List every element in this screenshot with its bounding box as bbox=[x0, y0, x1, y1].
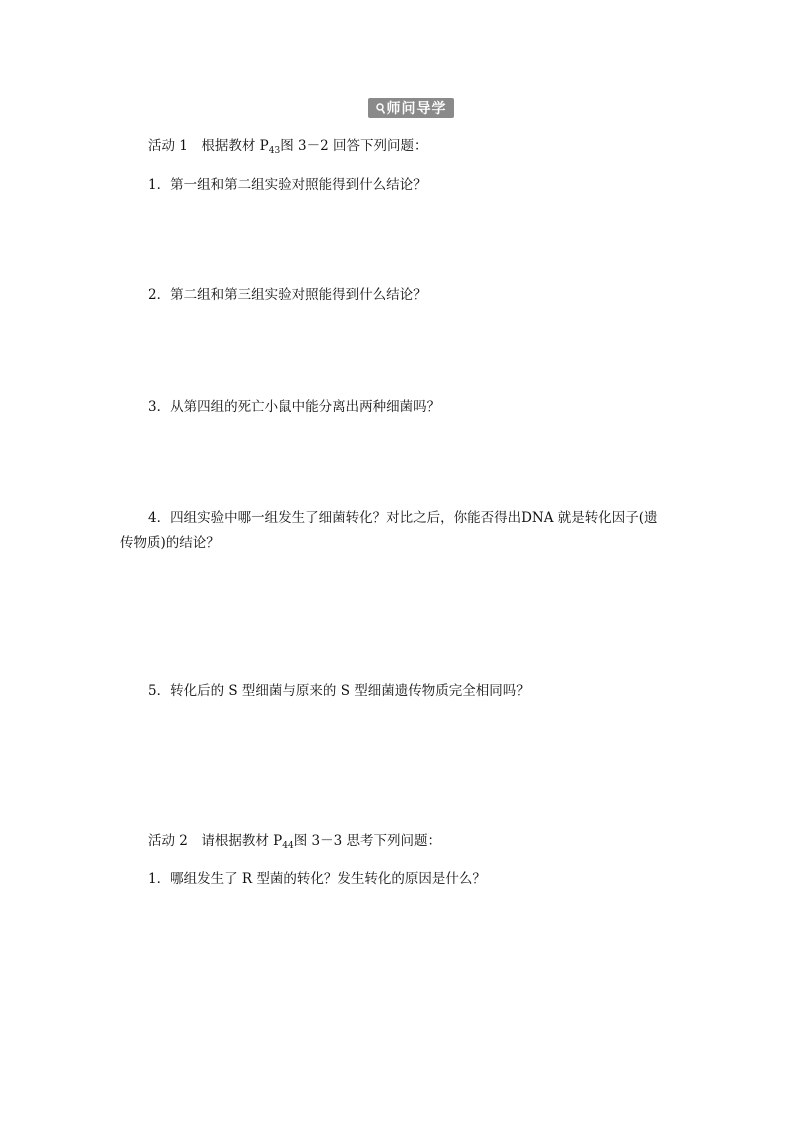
activity1-question-4: 4．四组实验中哪一组发生了细菌转化？对比之后，你能否得出DNA 就是转化因子(遗 bbox=[148, 510, 658, 526]
activity1-title-prefix: 活动 1 根据教材 P bbox=[148, 138, 269, 154]
activity1-question-4-continued: 传物质)的结论？ bbox=[120, 535, 220, 551]
activity2-title-page: 44 bbox=[282, 841, 294, 851]
magnifier-icon bbox=[376, 103, 385, 114]
activity2-title-prefix: 活动 2 请根据教材 P bbox=[148, 833, 283, 849]
activity1-question-2: 2．第二组和第三组实验对照能得到什么结论？ bbox=[148, 287, 427, 303]
activity1-question-1: 1．第一组和第二组实验对照能得到什么结论？ bbox=[148, 177, 427, 193]
section-badge bbox=[368, 98, 454, 118]
activity2-title-suffix: 图 3－3 思考下列问题： bbox=[293, 833, 441, 849]
activity2-question-1: 1．哪组发生了 R 型菌的转化？发生转化的原因是什么？ bbox=[148, 871, 486, 887]
badge-label: 师问导学 bbox=[386, 101, 447, 117]
activity1-question-5: 5．转化后的 S 型细菌与原来的 S 型细菌遗传物质完全相同吗？ bbox=[148, 683, 530, 699]
activity1-question-3: 3．从第四组的死亡小鼠中能分离出两种细菌吗？ bbox=[148, 399, 441, 415]
activity1-title-page: 43 bbox=[268, 146, 281, 156]
activity2-title bbox=[148, 831, 441, 851]
activity1-title bbox=[148, 136, 427, 156]
activity1-title-suffix: 图 3－2 回答下列问题： bbox=[280, 138, 428, 154]
